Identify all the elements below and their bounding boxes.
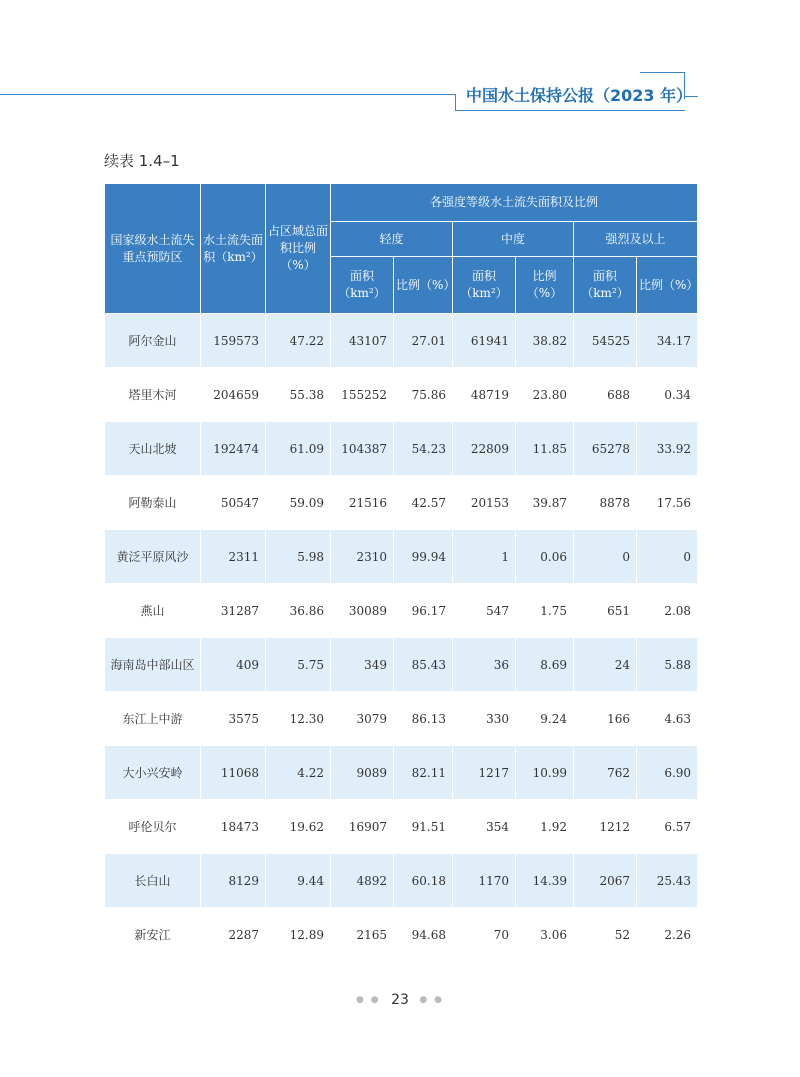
cell-value: 22809 <box>453 422 516 476</box>
cell-value: 8.69 <box>516 638 574 692</box>
running-header-title: 中国水土保持公报（2023 年） <box>466 86 693 105</box>
cell-region: 海南岛中部山区 <box>105 638 201 692</box>
table-row <box>105 584 698 638</box>
header-severe-area: 面积（km²） <box>574 257 637 314</box>
cell-value: 82.11 <box>394 746 453 800</box>
cell-value: 94.68 <box>394 908 453 962</box>
cell-value: 36.86 <box>266 584 331 638</box>
cell-value: 55.38 <box>266 368 331 422</box>
cell-value: 0 <box>574 530 637 584</box>
cell-value: 1212 <box>574 800 637 854</box>
header-mild-ratio: 比例（%） <box>394 257 453 314</box>
cell-region: 黄泛平原风沙 <box>105 530 201 584</box>
cell-value: 166 <box>574 692 637 746</box>
header-moderate-ratio: 比例（%） <box>516 257 574 314</box>
cell-value: 2287 <box>201 908 266 962</box>
cell-value: 20153 <box>453 476 516 530</box>
cell-value: 2.08 <box>637 584 698 638</box>
cell-value: 8129 <box>201 854 266 908</box>
cell-value: 2165 <box>331 908 394 962</box>
table-row <box>105 800 698 854</box>
header-grade-mild: 轻度 <box>331 222 453 257</box>
cell-value: 59.09 <box>266 476 331 530</box>
cell-value: 38.82 <box>516 314 574 368</box>
cell-value: 48719 <box>453 368 516 422</box>
cell-value: 4.63 <box>637 692 698 746</box>
cell-value: 91.51 <box>394 800 453 854</box>
cell-value: 54.23 <box>394 422 453 476</box>
cell-value: 330 <box>453 692 516 746</box>
cell-value: 19.62 <box>266 800 331 854</box>
header-grade-severe: 强烈及以上 <box>574 222 698 257</box>
cell-region: 东江上中游 <box>105 692 201 746</box>
cell-value: 14.39 <box>516 854 574 908</box>
cell-region: 大小兴安岭 <box>105 746 201 800</box>
cell-value: 3575 <box>201 692 266 746</box>
cell-value: 36 <box>453 638 516 692</box>
table-row <box>105 638 698 692</box>
cell-value: 54525 <box>574 314 637 368</box>
cell-value: 0.34 <box>637 368 698 422</box>
table-row <box>105 476 698 530</box>
cell-value: 61941 <box>453 314 516 368</box>
cell-value: 1.75 <box>516 584 574 638</box>
cell-value: 409 <box>201 638 266 692</box>
cell-value: 2067 <box>574 854 637 908</box>
cell-value: 42.57 <box>394 476 453 530</box>
cell-value: 192474 <box>201 422 266 476</box>
cell-value: 9.44 <box>266 854 331 908</box>
cell-value: 3079 <box>331 692 394 746</box>
cell-value: 9089 <box>331 746 394 800</box>
cell-value: 349 <box>331 638 394 692</box>
table-row <box>105 530 698 584</box>
cell-value: 10.99 <box>516 746 574 800</box>
cell-value: 50547 <box>201 476 266 530</box>
cell-value: 86.13 <box>394 692 453 746</box>
cell-value: 61.09 <box>266 422 331 476</box>
cell-region: 天山北坡 <box>105 422 201 476</box>
cell-value: 24 <box>574 638 637 692</box>
table-row <box>105 422 698 476</box>
cell-value: 11068 <box>201 746 266 800</box>
cell-value: 8878 <box>574 476 637 530</box>
cell-value: 547 <box>453 584 516 638</box>
cell-region: 阿勒泰山 <box>105 476 201 530</box>
cell-value: 27.01 <box>394 314 453 368</box>
cell-value: 9.24 <box>516 692 574 746</box>
header-erosion-area: 水土流失面积（km²） <box>201 184 266 314</box>
cell-region: 新安江 <box>105 908 201 962</box>
cell-value: 39.87 <box>516 476 574 530</box>
cell-value: 21516 <box>331 476 394 530</box>
cell-value: 65278 <box>574 422 637 476</box>
cell-region: 呼伦贝尔 <box>105 800 201 854</box>
cell-value: 104387 <box>331 422 394 476</box>
cell-value: 16907 <box>331 800 394 854</box>
table-caption: 续表 1.4–1 <box>104 152 180 170</box>
cell-value: 2310 <box>331 530 394 584</box>
header-region: 国家级水土流失重点预防区 <box>105 184 201 314</box>
cell-value: 1.92 <box>516 800 574 854</box>
cell-value: 23.80 <box>516 368 574 422</box>
cell-value: 155252 <box>331 368 394 422</box>
cell-value: 0.06 <box>516 530 574 584</box>
cell-value: 12.30 <box>266 692 331 746</box>
cell-value: 43107 <box>331 314 394 368</box>
cell-value: 5.75 <box>266 638 331 692</box>
cell-value: 4.22 <box>266 746 331 800</box>
header-severe-ratio: 比例（%） <box>637 257 698 314</box>
cell-value: 31287 <box>201 584 266 638</box>
table-row <box>105 854 698 908</box>
table-row <box>105 908 698 962</box>
soil-erosion-table <box>104 183 698 962</box>
cell-value: 30089 <box>331 584 394 638</box>
cell-region: 燕山 <box>105 584 201 638</box>
cell-region: 塔里木河 <box>105 368 201 422</box>
cell-value: 6.90 <box>637 746 698 800</box>
cell-value: 0 <box>637 530 698 584</box>
cell-value: 5.98 <box>266 530 331 584</box>
cell-value: 52 <box>574 908 637 962</box>
cell-value: 651 <box>574 584 637 638</box>
cell-value: 33.92 <box>637 422 698 476</box>
cell-value: 354 <box>453 800 516 854</box>
cell-value: 2311 <box>201 530 266 584</box>
cell-value: 96.17 <box>394 584 453 638</box>
table-row <box>105 746 698 800</box>
header-grade-group: 各强度等级水土流失面积及比例 <box>331 184 698 222</box>
header-grade-moderate: 中度 <box>453 222 574 257</box>
page-number: 23 <box>391 992 409 1008</box>
table-row <box>105 314 698 368</box>
table-body <box>105 314 698 962</box>
footer-dots-left: ● ● <box>356 995 381 1005</box>
cell-value: 159573 <box>201 314 266 368</box>
cell-value: 5.88 <box>637 638 698 692</box>
cell-region: 阿尔金山 <box>105 314 201 368</box>
cell-value: 85.43 <box>394 638 453 692</box>
cell-value: 1170 <box>453 854 516 908</box>
cell-value: 34.17 <box>637 314 698 368</box>
cell-value: 70 <box>453 908 516 962</box>
header-rule <box>0 94 455 95</box>
cell-value: 3.06 <box>516 908 574 962</box>
header-rule-joint <box>455 94 456 110</box>
footer-dots-right: ● ● <box>419 995 444 1005</box>
cell-value: 25.43 <box>637 854 698 908</box>
header-moderate-area: 面积（km²） <box>453 257 516 314</box>
cell-value: 762 <box>574 746 637 800</box>
cell-value: 18473 <box>201 800 266 854</box>
cell-value: 11.85 <box>516 422 574 476</box>
page-footer <box>0 992 800 1008</box>
cell-value: 4892 <box>331 854 394 908</box>
cell-value: 1 <box>453 530 516 584</box>
cell-value: 12.89 <box>266 908 331 962</box>
table-row <box>105 692 698 746</box>
cell-value: 2.26 <box>637 908 698 962</box>
cell-value: 60.18 <box>394 854 453 908</box>
header-mild-area: 面积（km²） <box>331 257 394 314</box>
cell-value: 688 <box>574 368 637 422</box>
cell-value: 47.22 <box>266 314 331 368</box>
header-area-ratio: 占区域总面积比例（%） <box>266 184 331 314</box>
cell-value: 204659 <box>201 368 266 422</box>
cell-region: 长白山 <box>105 854 201 908</box>
header-title-underline <box>455 110 685 111</box>
cell-value: 75.86 <box>394 368 453 422</box>
cell-value: 17.56 <box>637 476 698 530</box>
cell-value: 99.94 <box>394 530 453 584</box>
cell-value: 6.57 <box>637 800 698 854</box>
table-row <box>105 368 698 422</box>
cell-value: 1217 <box>453 746 516 800</box>
